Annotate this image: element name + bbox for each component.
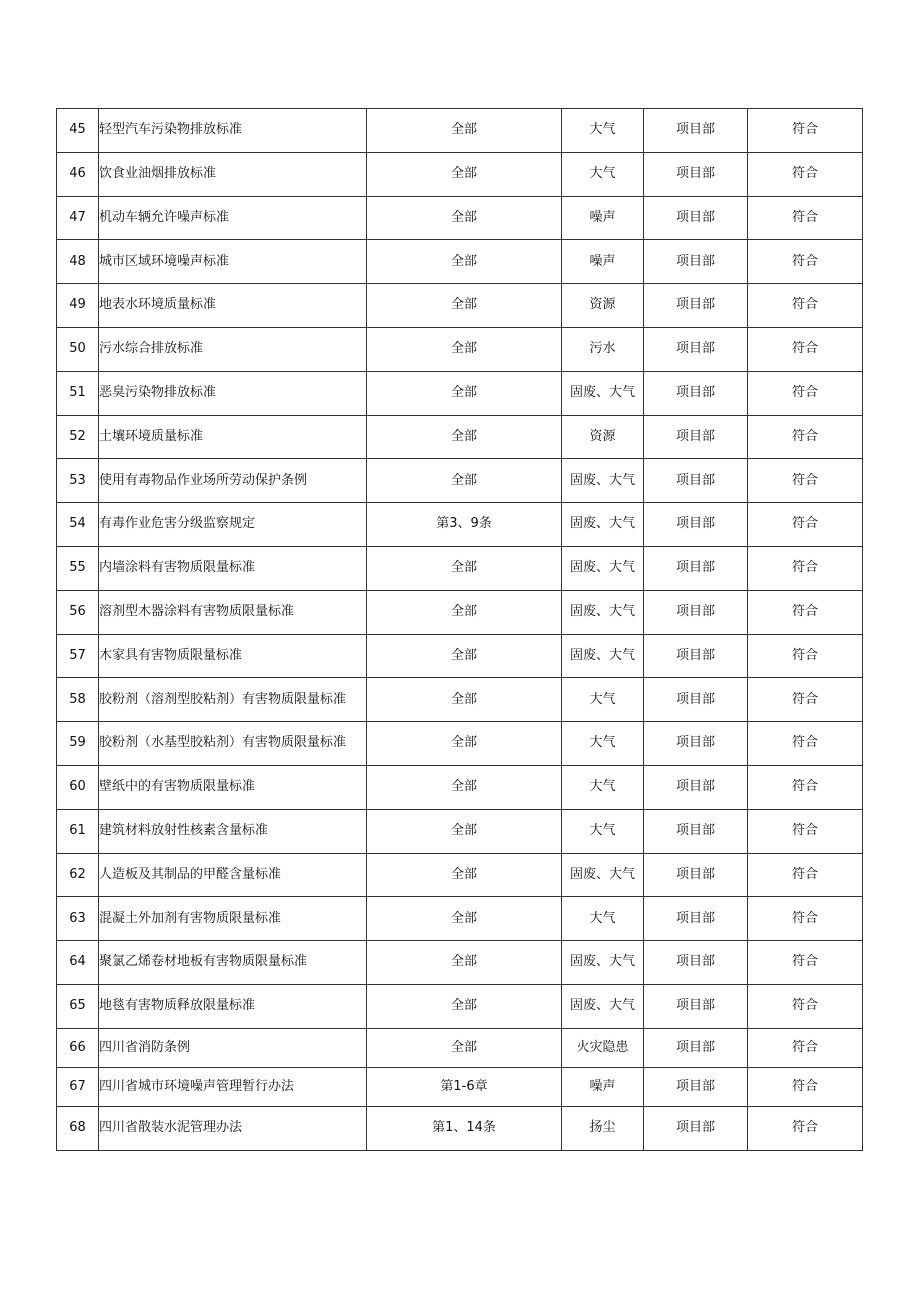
row-number: 47 [57, 196, 99, 240]
table-row [57, 634, 863, 678]
compliance-result: 符合 [748, 1028, 863, 1067]
compliance-result: 符合 [748, 984, 863, 1028]
row-number: 53 [57, 459, 99, 503]
applicable-scope: 全部 [367, 546, 562, 590]
table-row [57, 240, 863, 284]
compliance-result: 符合 [748, 196, 863, 240]
compliance-result: 符合 [748, 941, 863, 985]
compliance-result: 符合 [748, 897, 863, 941]
regulation-name: 混凝土外加剂有害物质限量标准 [99, 897, 367, 941]
regulation-name: 木家具有害物质限量标准 [99, 634, 367, 678]
environmental-category: 固废、大气 [562, 459, 644, 503]
responsible-department: 项目部 [644, 897, 748, 941]
applicable-scope: 全部 [367, 765, 562, 809]
regulation-name: 胶粉剂（水基型胶粘剂）有害物质限量标准 [99, 722, 367, 766]
applicable-scope: 全部 [367, 853, 562, 897]
table-row [57, 1028, 863, 1067]
regulation-name: 城市区域环境噪声标准 [99, 240, 367, 284]
regulation-name: 有毒作业危害分级监察规定 [99, 503, 367, 547]
responsible-department: 项目部 [644, 634, 748, 678]
table-row [57, 546, 863, 590]
applicable-scope: 全部 [367, 415, 562, 459]
environmental-category: 固废、大气 [562, 371, 644, 415]
table-row [57, 459, 863, 503]
row-number: 58 [57, 678, 99, 722]
environmental-category: 大气 [562, 152, 644, 196]
regulation-name: 土壤环境质量标准 [99, 415, 367, 459]
row-number: 62 [57, 853, 99, 897]
compliance-result: 符合 [748, 678, 863, 722]
regulation-name: 恶臭污染物排放标准 [99, 371, 367, 415]
compliance-result: 符合 [748, 590, 863, 634]
compliance-result: 符合 [748, 809, 863, 853]
responsible-department: 项目部 [644, 240, 748, 284]
row-number: 60 [57, 765, 99, 809]
compliance-result: 符合 [748, 546, 863, 590]
environmental-category: 固废、大气 [562, 853, 644, 897]
row-number: 65 [57, 984, 99, 1028]
applicable-scope: 全部 [367, 1028, 562, 1067]
responsible-department: 项目部 [644, 590, 748, 634]
regulation-table [56, 108, 863, 1151]
applicable-scope: 全部 [367, 809, 562, 853]
compliance-result: 符合 [748, 853, 863, 897]
table-row [57, 415, 863, 459]
responsible-department: 项目部 [644, 984, 748, 1028]
environmental-category: 扬尘 [562, 1106, 644, 1150]
compliance-result: 符合 [748, 327, 863, 371]
regulation-name: 机动车辆允许噪声标准 [99, 196, 367, 240]
responsible-department: 项目部 [644, 371, 748, 415]
regulation-name: 胶粉剂（溶剂型胶粘剂）有害物质限量标准 [99, 678, 367, 722]
regulation-name: 内墙涂料有害物质限量标准 [99, 546, 367, 590]
responsible-department: 项目部 [644, 459, 748, 503]
applicable-scope: 全部 [367, 459, 562, 503]
table-row [57, 196, 863, 240]
responsible-department: 项目部 [644, 284, 748, 328]
row-number: 54 [57, 503, 99, 547]
responsible-department: 项目部 [644, 327, 748, 371]
environmental-category: 固废、大气 [562, 984, 644, 1028]
table-row [57, 109, 863, 153]
row-number: 51 [57, 371, 99, 415]
applicable-scope: 第1-6章 [367, 1067, 562, 1106]
environmental-category: 资源 [562, 415, 644, 459]
row-number: 57 [57, 634, 99, 678]
regulation-name: 轻型汽车污染物排放标准 [99, 109, 367, 153]
applicable-scope: 全部 [367, 327, 562, 371]
regulation-name: 四川省散装水泥管理办法 [99, 1106, 367, 1150]
row-number: 56 [57, 590, 99, 634]
table-row [57, 765, 863, 809]
table-row [57, 853, 863, 897]
applicable-scope: 全部 [367, 722, 562, 766]
compliance-result: 符合 [748, 765, 863, 809]
applicable-scope: 全部 [367, 196, 562, 240]
row-number: 50 [57, 327, 99, 371]
environmental-category: 大气 [562, 722, 644, 766]
responsible-department: 项目部 [644, 196, 748, 240]
table-row [57, 152, 863, 196]
row-number: 48 [57, 240, 99, 284]
compliance-result: 符合 [748, 415, 863, 459]
responsible-department: 项目部 [644, 678, 748, 722]
table-row [57, 1067, 863, 1106]
row-number: 68 [57, 1106, 99, 1150]
compliance-result: 符合 [748, 371, 863, 415]
regulation-name: 四川省消防条例 [99, 1028, 367, 1067]
environmental-category: 固废、大气 [562, 941, 644, 985]
applicable-scope: 第1、14条 [367, 1106, 562, 1150]
row-number: 46 [57, 152, 99, 196]
environmental-category: 固废、大气 [562, 546, 644, 590]
table-row [57, 503, 863, 547]
responsible-department: 项目部 [644, 152, 748, 196]
row-number: 63 [57, 897, 99, 941]
applicable-scope: 全部 [367, 984, 562, 1028]
table-row [57, 327, 863, 371]
compliance-result: 符合 [748, 1067, 863, 1106]
regulation-name: 建筑材料放射性核素含量标准 [99, 809, 367, 853]
environmental-category: 资源 [562, 284, 644, 328]
table-row [57, 284, 863, 328]
regulation-name: 使用有毒物品作业场所劳动保护条例 [99, 459, 367, 503]
row-number: 45 [57, 109, 99, 153]
table-row [57, 984, 863, 1028]
table-row [57, 941, 863, 985]
regulation-name: 壁纸中的有害物质限量标准 [99, 765, 367, 809]
responsible-department: 项目部 [644, 1028, 748, 1067]
applicable-scope: 全部 [367, 240, 562, 284]
compliance-result: 符合 [748, 722, 863, 766]
regulation-name: 地表水环境质量标准 [99, 284, 367, 328]
regulation-name: 饮食业油烟排放标准 [99, 152, 367, 196]
applicable-scope: 全部 [367, 897, 562, 941]
responsible-department: 项目部 [644, 765, 748, 809]
table-row [57, 371, 863, 415]
compliance-result: 符合 [748, 152, 863, 196]
table-row [57, 809, 863, 853]
table-row [57, 722, 863, 766]
environmental-category: 固废、大气 [562, 634, 644, 678]
table-row [57, 1106, 863, 1150]
responsible-department: 项目部 [644, 853, 748, 897]
row-number: 52 [57, 415, 99, 459]
compliance-result: 符合 [748, 109, 863, 153]
environmental-category: 污水 [562, 327, 644, 371]
row-number: 59 [57, 722, 99, 766]
responsible-department: 项目部 [644, 1106, 748, 1150]
environmental-category: 大气 [562, 765, 644, 809]
responsible-department: 项目部 [644, 941, 748, 985]
applicable-scope: 全部 [367, 941, 562, 985]
regulation-name: 聚氯乙烯卷材地板有害物质限量标准 [99, 941, 367, 985]
responsible-department: 项目部 [644, 546, 748, 590]
applicable-scope: 全部 [367, 152, 562, 196]
environmental-category: 大气 [562, 109, 644, 153]
environmental-category: 噪声 [562, 196, 644, 240]
regulation-name: 溶剂型木器涂料有害物质限量标准 [99, 590, 367, 634]
responsible-department: 项目部 [644, 809, 748, 853]
environmental-category: 噪声 [562, 240, 644, 284]
regulation-name: 污水综合排放标准 [99, 327, 367, 371]
environmental-category: 噪声 [562, 1067, 644, 1106]
row-number: 66 [57, 1028, 99, 1067]
compliance-result: 符合 [748, 503, 863, 547]
table-row [57, 590, 863, 634]
environmental-category: 大气 [562, 809, 644, 853]
compliance-result: 符合 [748, 634, 863, 678]
applicable-scope: 全部 [367, 109, 562, 153]
responsible-department: 项目部 [644, 415, 748, 459]
environmental-category: 固废、大气 [562, 503, 644, 547]
responsible-department: 项目部 [644, 503, 748, 547]
environmental-category: 大气 [562, 678, 644, 722]
compliance-result: 符合 [748, 284, 863, 328]
table-row [57, 897, 863, 941]
environmental-category: 大气 [562, 897, 644, 941]
row-number: 64 [57, 941, 99, 985]
applicable-scope: 全部 [367, 590, 562, 634]
responsible-department: 项目部 [644, 109, 748, 153]
table-row [57, 678, 863, 722]
row-number: 49 [57, 284, 99, 328]
regulation-table-body [57, 109, 863, 1151]
responsible-department: 项目部 [644, 1067, 748, 1106]
row-number: 67 [57, 1067, 99, 1106]
applicable-scope: 全部 [367, 678, 562, 722]
applicable-scope: 全部 [367, 371, 562, 415]
row-number: 61 [57, 809, 99, 853]
environmental-category: 火灾隐患 [562, 1028, 644, 1067]
compliance-result: 符合 [748, 1106, 863, 1150]
compliance-result: 符合 [748, 459, 863, 503]
regulation-name: 地毯有害物质释放限量标准 [99, 984, 367, 1028]
applicable-scope: 全部 [367, 284, 562, 328]
regulation-name: 人造板及其制品的甲醛含量标准 [99, 853, 367, 897]
responsible-department: 项目部 [644, 722, 748, 766]
regulation-name: 四川省城市环境噪声管理暂行办法 [99, 1067, 367, 1106]
applicable-scope: 全部 [367, 634, 562, 678]
environmental-category: 固废、大气 [562, 590, 644, 634]
compliance-result: 符合 [748, 240, 863, 284]
applicable-scope: 第3、9条 [367, 503, 562, 547]
row-number: 55 [57, 546, 99, 590]
